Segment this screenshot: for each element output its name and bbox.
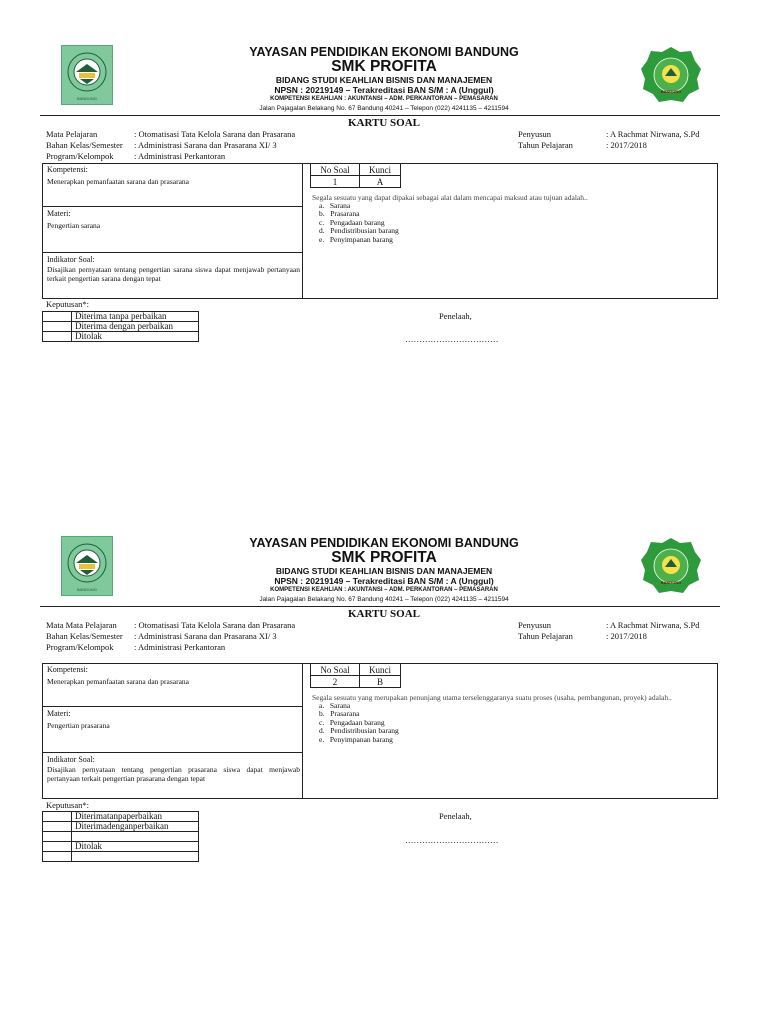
material-label: Materi: — [47, 709, 71, 718]
question-text: Segala sesuatu yang dapat dipakai sebagai alat dalam mencapai maksud atau tujuan adalah.. — [312, 193, 588, 202]
answer-options — [319, 702, 399, 744]
right-logo-text: BANDUNG — [660, 580, 682, 585]
answer-key: B — [360, 676, 401, 688]
school-name: SMK PROFITA — [331, 549, 437, 566]
header-divider — [40, 115, 720, 116]
question-card-2 — [0, 491, 768, 991]
competency-cell — [42, 163, 303, 207]
program-value: : Administrasi Perkantoran — [134, 151, 226, 161]
foundation-name: YAYASAN PENDIDIKAN EKONOMI BANDUNG — [249, 45, 519, 59]
material-cell — [42, 706, 303, 753]
decision-option: Diterima dengan perbaikan — [72, 322, 199, 332]
no-soal-header: No Soal — [311, 664, 360, 676]
school-year-label: Tahun Pelajaran — [518, 140, 573, 150]
reviewer-label: Penelaah, — [439, 311, 472, 321]
class-semester-value: : Administrasi Sarana dan Prasarana XI/ 3 — [134, 631, 277, 641]
option-e: e. Penyimpanan barang — [319, 234, 393, 244]
competency-programs: KOMPETENSI KEAHLIAN : AKUNTANSI – ADM. PERKANTORAN – PEMASARAN — [270, 587, 498, 593]
option-b: b. Prasarana — [319, 709, 360, 719]
decision-option — [72, 852, 199, 862]
foundation-name: YAYASAN PENDIDIKAN EKONOMI BANDUNG — [249, 536, 519, 550]
subject-value: : Otomatisasi Tata Kelola Sarana dan Prasarana — [134, 129, 296, 139]
indicator-label: Indikator Soal: — [47, 755, 95, 764]
field-of-study: BIDANG STUDI KEAHLIAN BISNIS DAN MANAJEMEN — [275, 566, 493, 576]
material-label: Materi: — [47, 209, 71, 218]
decision-check[interactable] — [43, 322, 72, 332]
npsn-accreditation: NPSN : 20219149 – Terakreditasi BAN S/M : A (Unggul) — [274, 85, 494, 95]
option-e: e. Penyimpanan barang — [319, 734, 393, 744]
no-soal-header: No Soal — [311, 164, 360, 176]
indicator-text: Disajikan pernyataan tentang pengertian sarana siswa dapat menjawab pertanyaan terkait pengertian sarana dengan tepat — [47, 265, 300, 283]
option-c: c. Pengadaan barang — [319, 217, 385, 227]
competency-label: Kompetensi: — [47, 665, 88, 674]
field-of-study: BIDANG STUDI KEAHLIAN BISNIS DAN MANAJEMEN — [275, 75, 493, 85]
decision-table — [42, 811, 199, 862]
option-a: a. Sarana — [319, 201, 351, 210]
left-logo-text: BANDUNG — [76, 96, 97, 101]
card-title: KARTU SOAL — [347, 117, 421, 129]
competency-programs: KOMPETENSI KEAHLIAN : AKUNTANSI – ADM. PERKANTORAN – PEMASARAN — [270, 96, 498, 102]
kunci-header: Kunci — [360, 164, 401, 176]
decision-check[interactable] — [43, 832, 72, 842]
author-label: Penyusun — [518, 620, 552, 630]
author-value: : A Rachmat Nirwana, S.Pd — [606, 620, 700, 630]
indicator-label: Indikator Soal: — [47, 255, 95, 264]
question-number: 1 — [311, 176, 360, 188]
author-value: : A Rachmat Nirwana, S.Pd — [606, 129, 700, 139]
option-b: b. Prasarana — [319, 209, 360, 219]
question-card-1 — [0, 0, 768, 500]
reviewer-label: Penelaah, — [439, 811, 472, 821]
decision-check[interactable] — [43, 822, 72, 832]
decision-option: Diterimatanpaperbaikan — [72, 812, 199, 822]
school-year-label: Tahun Pelajaran — [518, 631, 573, 641]
decision-label: Keputusan*: — [46, 800, 89, 810]
decision-option — [72, 832, 199, 842]
reviewer-signature-line: …………………………… — [405, 835, 499, 845]
school-name: SMK PROFITA — [331, 58, 437, 75]
material-text: Pengertian sarana — [47, 221, 101, 230]
answer-key: A — [360, 176, 401, 188]
school-address: Jalan Pajagalan Belakang No. 67 Bandung 40241 – Telepon (022) 4241135 – 4211594 — [259, 105, 509, 112]
header-divider — [40, 606, 720, 607]
decision-option: Diterima tanpa perbaikan — [72, 312, 199, 322]
question-key-table — [310, 163, 401, 188]
option-d: d. Pendistribusian barang — [319, 726, 399, 736]
material-text: Pengertian prasarana — [47, 721, 110, 730]
competency-text: Menerapkan pemanfaatan sarana dan prasarana — [47, 677, 190, 686]
decision-option: Ditolak — [72, 332, 199, 342]
card-title: KARTU SOAL — [347, 608, 421, 620]
option-c: c. Pengadaan barang — [319, 717, 385, 727]
decision-label: Keputusan*: — [46, 299, 89, 309]
option-d: d. Pendistribusian barang — [319, 226, 399, 236]
answer-options — [319, 202, 399, 244]
school-year-value: : 2017/2018 — [606, 140, 647, 150]
decision-check[interactable] — [43, 852, 72, 862]
indicator-cell — [42, 252, 303, 299]
program-value: : Administrasi Perkantoran — [134, 642, 226, 652]
subject-value: : Otomatisasi Tata Kelola Sarana dan Prasarana — [134, 620, 296, 630]
author-label: Penyusun — [518, 129, 552, 139]
school-year-value: : 2017/2018 — [606, 631, 647, 641]
school-address: Jalan Pajagalan Belakang No. 67 Bandung 40241 – Telepon (022) 4241135 – 4211594 — [259, 596, 509, 603]
decision-check[interactable] — [43, 332, 72, 342]
class-semester-label: Bahan Kelas/Semester — [46, 140, 123, 150]
decision-check[interactable] — [43, 812, 72, 822]
question-number: 2 — [311, 676, 360, 688]
option-a: a. Sarana — [319, 701, 351, 710]
program-label: Program/Kelompok — [46, 642, 114, 652]
indicator-cell — [42, 752, 303, 799]
reviewer-signature-line: …………………………… — [405, 334, 499, 344]
question-key-table — [310, 663, 401, 688]
program-label: Program/Kelompok — [46, 151, 114, 161]
material-cell — [42, 206, 303, 253]
class-semester-label: Bahan Kelas/Semester — [46, 631, 123, 641]
decision-option: Ditolak — [72, 842, 199, 852]
competency-cell — [42, 663, 303, 707]
decision-table — [42, 311, 199, 342]
kunci-header: Kunci — [360, 664, 401, 676]
decision-check[interactable] — [43, 842, 72, 852]
class-semester-value: : Administrasi Sarana dan Prasarana XI/ 3 — [134, 140, 277, 150]
competency-text: Menerapkan pemanfaatan sarana dan prasarana — [47, 177, 190, 186]
decision-check[interactable] — [43, 312, 72, 322]
right-logo-text: BANDUNG — [660, 89, 682, 94]
question-text: Segala sesuatu yang merupakan penunjang utama terselenggaranya suatu proses (usaha, pembangunan, proyek) adalah.. — [312, 693, 672, 702]
subject-label: Mata Pelajaran — [46, 129, 98, 139]
left-logo-text: BANDUNG — [76, 587, 97, 592]
npsn-accreditation: NPSN : 20219149 – Terakreditasi BAN S/M : A (Unggul) — [274, 576, 494, 586]
decision-option: Diterimadenganperbaikan — [72, 822, 199, 832]
subject-label: Mata Mata Pelajaran — [46, 620, 117, 630]
indicator-text: Disajikan pernyataan tentang pengertian prasarana siswa dapat menjawab pertanyaan terkait pengertian prasarana dengan tepat — [47, 765, 300, 783]
competency-label: Kompetensi: — [47, 165, 88, 174]
